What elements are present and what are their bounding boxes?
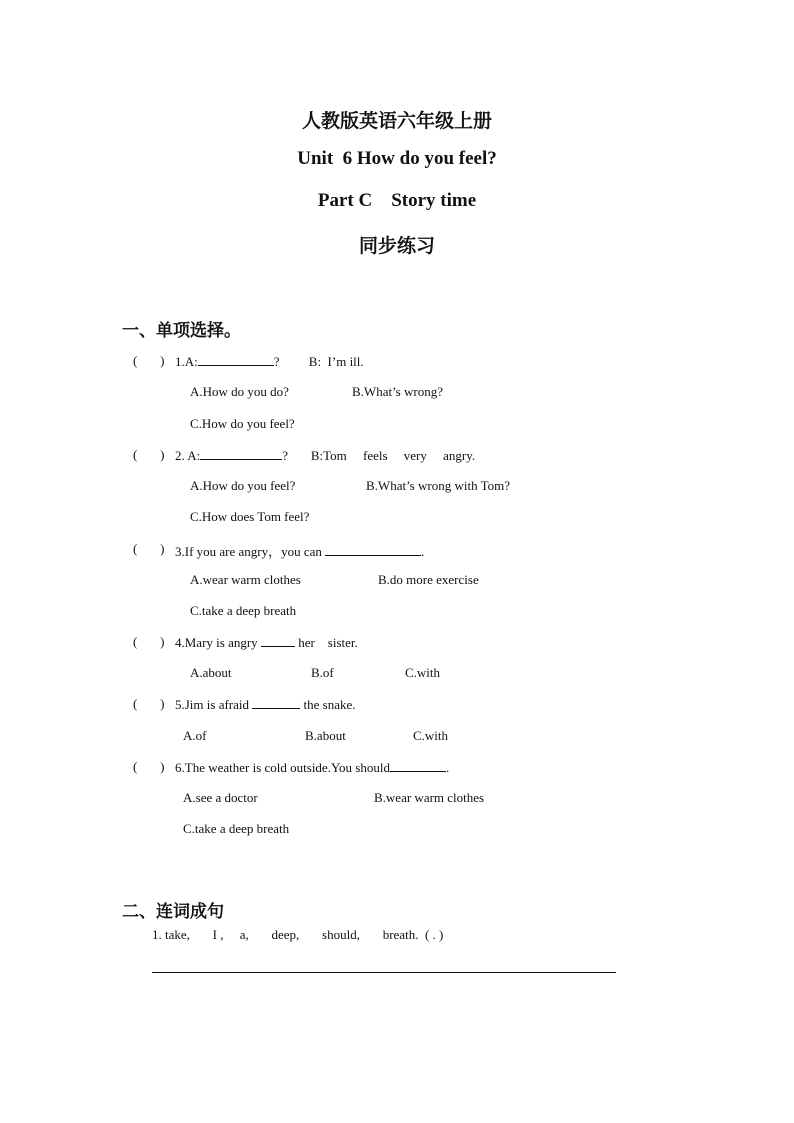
q5-blank — [252, 696, 300, 709]
q3-option-b: B.do more exercise — [378, 572, 479, 587]
q1-option-b: B.What’s wrong? — [352, 384, 443, 399]
q5-option-c: C.with — [413, 728, 449, 743]
q1-paren: ( ) — [133, 353, 165, 368]
q2-option-a: A.How do you feel? — [190, 478, 296, 493]
q1-option-a: A.How do you do? — [190, 384, 289, 399]
answer-line — [152, 972, 616, 973]
doc-title: 人教版英语六年级上册 — [301, 111, 492, 132]
section2-heading: 二、连词成句 — [122, 902, 224, 921]
q6-stem: 6.The weather is cold outside.You should . — [175, 760, 450, 775]
q3-stem: 3.If you are angry，you can . — [175, 544, 425, 559]
q2-option-b: B.What’s wrong with Tom? — [366, 478, 511, 493]
q1-blank — [198, 353, 274, 366]
q3-option-a: A.wear warm clothes — [190, 572, 301, 587]
doc-subtitle: 同步练习 — [358, 236, 435, 257]
q2-option-c: C.How does Tom feel? — [190, 509, 310, 524]
q3-option-c: C.take a deep breath — [190, 603, 297, 618]
section1-heading: 一、单项选择。 — [122, 321, 241, 340]
q5-stem: 5.Jim is afraid the snake. — [175, 697, 356, 712]
q1-option-c: C.How do you feel? — [190, 416, 295, 431]
q5-paren: ( ) — [133, 696, 165, 711]
q6-option-c: C.take a deep breath — [183, 821, 290, 836]
q4-stem: 4.Mary is angry her sister. — [175, 635, 358, 650]
q5-option-b: B.about — [305, 728, 346, 743]
q4-option-b: B.of — [311, 665, 334, 680]
part-title: Part C Story time — [317, 190, 477, 211]
q2-blank — [200, 447, 282, 460]
q3-blank — [325, 543, 421, 556]
q3-paren: ( ) — [133, 541, 165, 556]
q1-stem: 1.A: ? B: I’m ill. — [175, 354, 364, 369]
q4-blank — [261, 634, 295, 647]
q4-option-c: C.with — [405, 665, 441, 680]
unit-title: Unit 6 How do you feel? — [297, 148, 497, 169]
q5-option-a: A.of — [183, 728, 207, 743]
q6-option-b: B.wear warm clothes — [374, 790, 485, 805]
q6-paren: ( ) — [133, 759, 165, 774]
q4-option-a: A.about — [190, 665, 232, 680]
q6-option-a: A.see a doctor — [183, 790, 258, 805]
q4-paren: ( ) — [133, 634, 165, 649]
q2-stem: 2. A: ? B:Tom feels very angry. — [175, 448, 476, 463]
q6-blank — [390, 759, 446, 772]
q2-paren: ( ) — [133, 447, 165, 462]
section2-item-1: 1. take, I , a, deep, should, breath. ( . ) — [152, 927, 444, 942]
